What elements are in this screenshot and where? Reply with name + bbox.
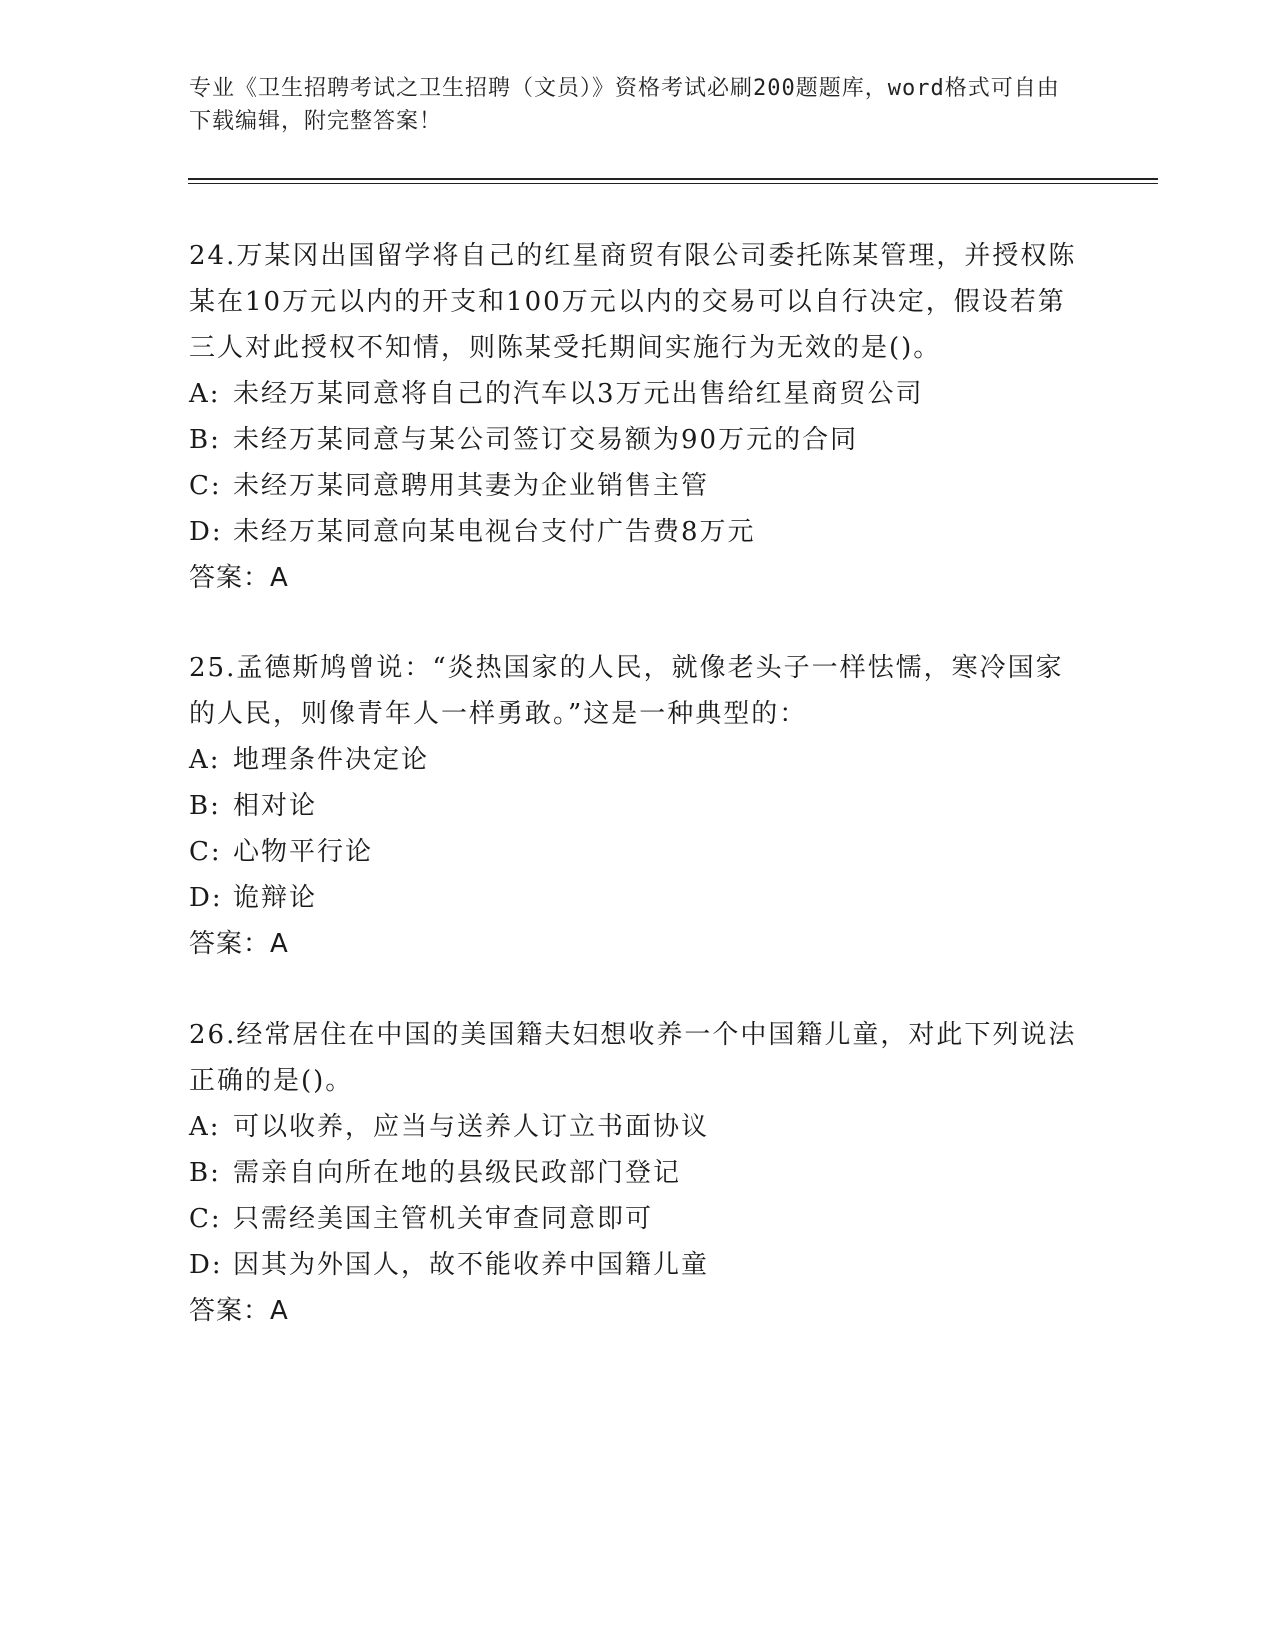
option-b: [189, 783, 1089, 829]
option-letter: B:: [189, 791, 221, 821]
option-a: [189, 1104, 1089, 1150]
option-text: 因其为外国人，故不能收养中国籍儿童: [233, 1250, 710, 1280]
question-24: [189, 233, 1089, 601]
question-stem: 25.孟德斯鸠曾说：“炎热国家的人民，就像老头子一样怯懦，寒冷国家的人民，则像青年人一样勇敢。”这是一种典型的：: [189, 653, 1064, 729]
option-b: [189, 417, 1089, 463]
option-letter: C:: [189, 1204, 222, 1234]
option-letter: A:: [189, 379, 221, 409]
option-text: 相对论: [233, 791, 318, 821]
answer-line: 答案：A: [189, 1296, 289, 1326]
option-letter: D:: [189, 883, 223, 913]
question-stem: 24.万某冈出国留学将自己的红星商贸有限公司委托陈某管理，并授权陈某在10万元以内的开支和100万元以内的交易可以自行决定，假设若第三人对此授权不知情，则陈某受托期间实施行为无效的是()。: [189, 241, 1077, 363]
option-text: 心物平行论: [233, 837, 374, 867]
option-letter: B:: [189, 425, 221, 455]
option-d: [189, 509, 1089, 555]
option-c: [189, 463, 1089, 509]
header-divider-top: [188, 178, 1158, 180]
option-text: 诡辩论: [233, 883, 318, 913]
option-text: 未经万某同意向某电视台支付广告费8万元: [233, 517, 756, 547]
option-c: [189, 1196, 1089, 1242]
option-a: [189, 371, 1089, 417]
option-letter: D:: [189, 1250, 223, 1280]
option-c: [189, 829, 1089, 875]
option-letter: C:: [189, 837, 222, 867]
option-letter: C:: [189, 471, 222, 501]
option-a: [189, 737, 1089, 783]
question-26: [189, 1012, 1089, 1334]
option-d: [189, 1242, 1089, 1288]
option-text: 可以收养，应当与送养人订立书面协议: [233, 1112, 710, 1142]
option-letter: A:: [189, 1112, 221, 1142]
question-stem: 26.经常居住在中国的美国籍夫妇想收养一个中国籍儿童，对此下列说法正确的是()。: [189, 1020, 1077, 1096]
option-text: 只需经美国主管机关审查同意即可: [233, 1204, 654, 1234]
option-text: 需亲自向所在地的县级民政部门登记: [233, 1158, 682, 1188]
document-header: 专业《卫生招聘考试之卫生招聘（文员）》资格考试必刷200题题库，word格式可自由下载编辑，附完整答案！: [189, 76, 1060, 134]
header-divider-bottom: [188, 183, 1158, 184]
question-25: [189, 645, 1089, 967]
option-text: 未经万某同意与某公司签订交易额为90万元的合同: [233, 425, 859, 455]
option-text: 未经万某同意将自己的汽车以3万元出售给红星商贸公司: [233, 379, 924, 409]
option-d: [189, 875, 1089, 921]
answer-line: 答案：A: [189, 563, 289, 593]
option-letter: D:: [189, 517, 223, 547]
option-text: 未经万某同意聘用其妻为企业销售主管: [233, 471, 710, 501]
option-b: [189, 1150, 1089, 1196]
option-letter: A:: [189, 745, 221, 775]
answer-line: 答案：A: [189, 929, 289, 959]
option-letter: B:: [189, 1158, 221, 1188]
option-text: 地理条件决定论: [233, 745, 430, 775]
